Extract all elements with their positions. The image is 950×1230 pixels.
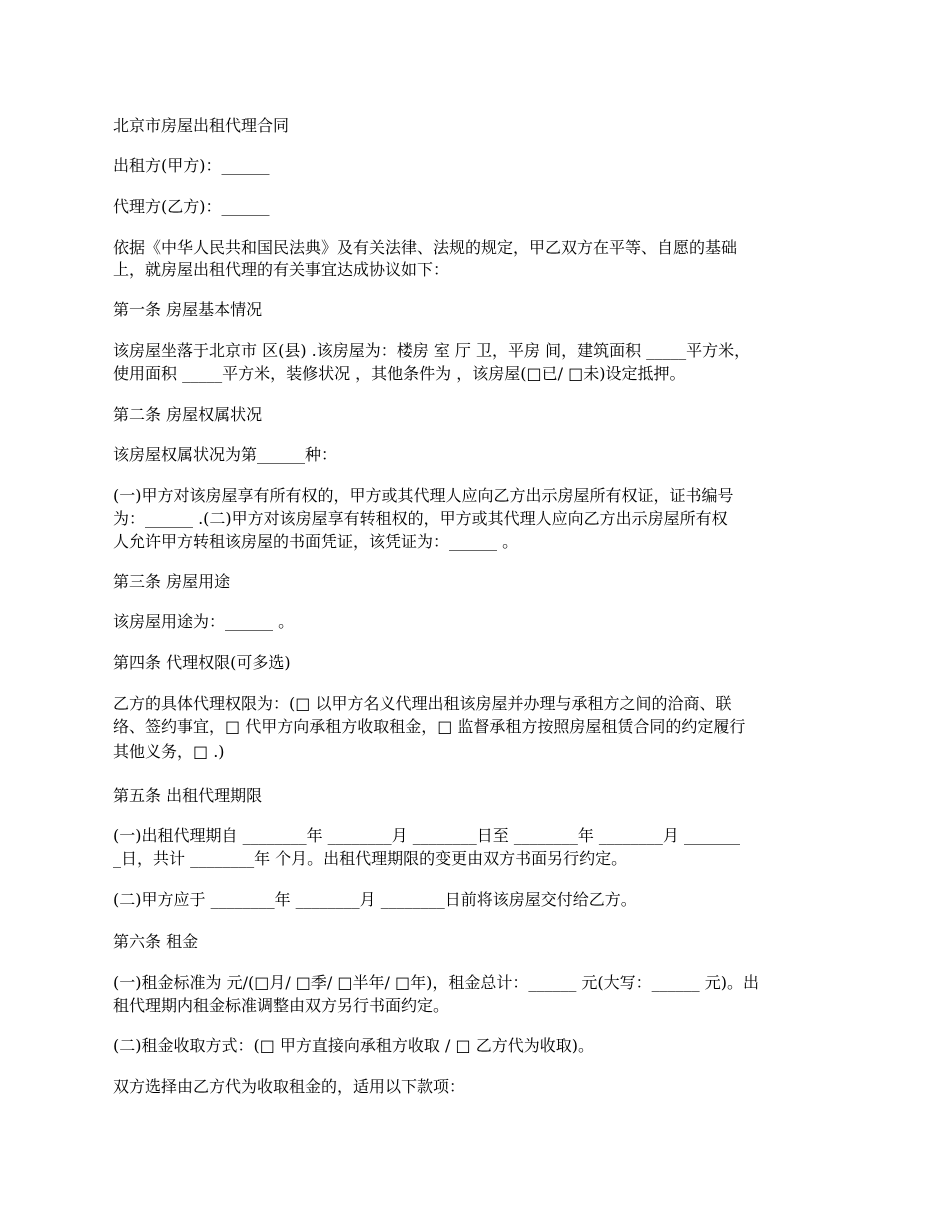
article-2-line-1: 该房屋权属状况为第______种：: [113, 445, 338, 464]
article-4-line-1: 乙方的具体代理权限为：(□ 以甲方名义代理出租该房屋并办理与承租方之间的洽商、联: [113, 694, 732, 713]
party-a-line: 出租方(甲方)：______: [113, 156, 270, 175]
party-b-line: 代理方(乙方)：______: [113, 197, 270, 216]
intro-line-2: 上，就房屋出租代理的有关事宜达成协议如下：: [113, 260, 450, 279]
article-4-line-3: 其他义务，□ .): [113, 742, 225, 761]
article-5-line-2: _日，共计 ________年 个月。出租代理期限的变更由双方书面另行约定。: [113, 849, 628, 868]
article-4-title: 第四条 代理权限(可多选): [113, 653, 291, 672]
article-4-line-2: 络、签约事宜，□ 代甲方向承租方收取租金，□ 监督承租方按照房屋租赁合同的约定履行: [113, 717, 746, 736]
article-3-line-1: 该房屋用途为：______ 。: [113, 612, 295, 631]
article-6-line-1: (一)租金标准为 元/(□月/ □季/ □半年/ □年)，租金总计：______ 元(大写：______ 元)。出: [113, 973, 760, 992]
article-2-line-4: 人允许甲方转租该房屋的书面凭证，该凭证为：______ 。: [113, 532, 519, 551]
article-2-line-3: 为：______ .(二)甲方对该房屋享有转租权的，甲方或其代理人应向乙方出示房屋所有权: [113, 509, 728, 528]
article-5-line-1: (一)出租代理期自 ________年 ________月 ________日至 ________年 ________月 _______: [113, 826, 741, 845]
article-1-line-2: 使用面积 _____平方米，装修状况 ，其他条件为 ，该房屋(□已/ □未)设定抵押。: [113, 364, 686, 383]
article-5-title: 第五条 出租代理期限: [113, 786, 263, 805]
article-1-line-1: 该房屋坐落于北京市 区(县) .该房屋为：楼房 室 厅 卫，平房 间，建筑面积 _____平方米，: [113, 341, 751, 360]
article-6-line-2: 租代理期内租金标准调整由双方另行书面约定。: [113, 996, 450, 1015]
article-2-line-2: (一)甲方对该房屋享有所有权的，甲方或其代理人应向乙方出示房屋所有权证，证书编号: [113, 486, 734, 505]
article-6-line-3: (二)租金收取方式：(□ 甲方直接向承租方收取 / □ 乙方代为收取)。: [113, 1036, 594, 1055]
document-title: 北京市房屋出租代理合同: [113, 116, 290, 135]
article-6-line-4: 双方选择由乙方代为收取租金的，适用以下款项：: [113, 1077, 466, 1096]
intro-line-1: 依据《中华人民共和国民法典》及有关法律、法规的规定，甲乙双方在平等、自愿的基础: [113, 238, 738, 257]
article-3-title: 第三条 房屋用途: [113, 572, 231, 591]
article-5-line-3: (二)甲方应于 ________年 ________月 ________日前将该房屋交付给乙方。: [113, 890, 637, 909]
article-1-title: 第一条 房屋基本情况: [113, 300, 263, 319]
article-6-title: 第六条 租金: [113, 932, 199, 951]
article-2-title: 第二条 房屋权属状况: [113, 405, 263, 424]
